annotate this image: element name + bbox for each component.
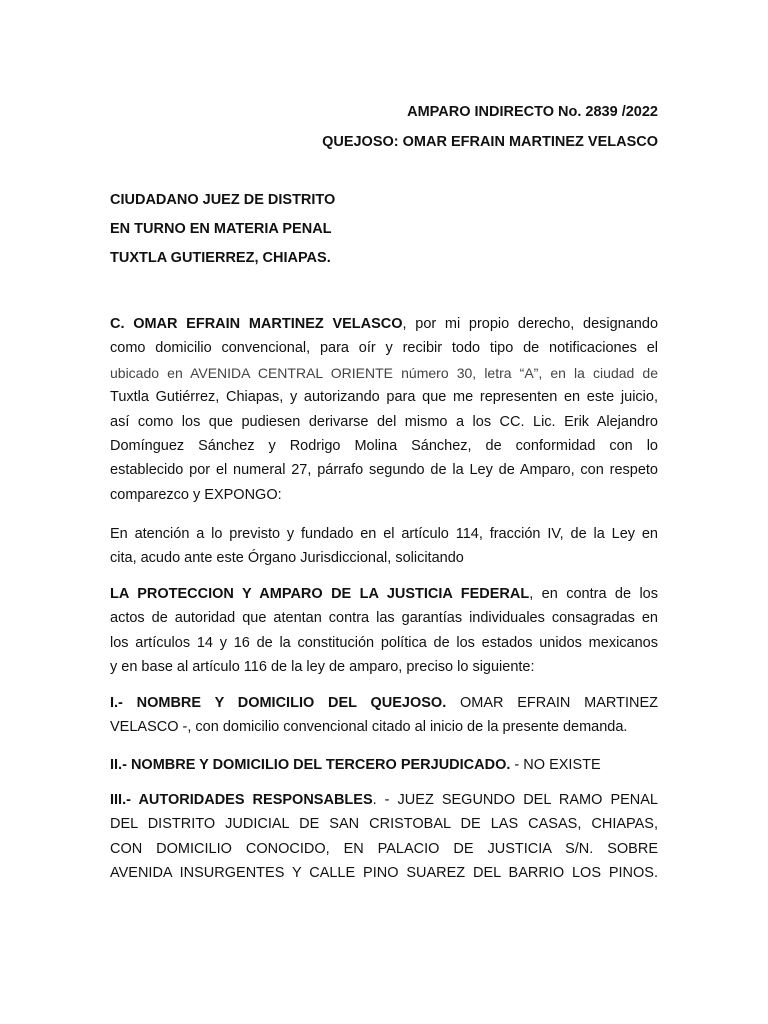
intro-paragraph bbox=[110, 312, 658, 507]
intro-line-1: , por mi propio derecho, designando bbox=[402, 316, 659, 332]
section-1-line-1: OMAR EFRAIN MARTINEZ bbox=[446, 695, 658, 711]
attention-paragraph bbox=[110, 522, 658, 571]
intro-line-3: ubicado en AVENIDA CENTRAL ORIENTE número 30, letra “A”, en la ciudad de bbox=[110, 364, 658, 381]
case-number: AMPARO INDIRECTO No. 2839 /2022 bbox=[407, 104, 658, 120]
intro-line-8: comparezco y EXPONGO: bbox=[110, 486, 282, 503]
intro-line-6: Domínguez Sánchez y Rodrigo Molina Sánchez, de conformidad con lo bbox=[110, 438, 658, 455]
section-2-heading: II.- NOMBRE Y DOMICILIO DEL TERCERO PERJUDICADO. bbox=[110, 757, 511, 773]
section-2-paragraph bbox=[110, 753, 658, 777]
section-1-line-2: VELASCO -, con domicilio convencional citado al inicio de la presente demanda. bbox=[110, 719, 628, 736]
intro-name: C. OMAR EFRAIN MARTINEZ VELASCO bbox=[110, 316, 403, 332]
section-1-heading: I.- NOMBRE Y DOMICILIO DEL QUEJOSO. bbox=[110, 695, 447, 711]
attention-line-2: cita, acudo ante este Órgano Jurisdiccional, solicitando bbox=[110, 550, 464, 567]
protection-heading: LA PROTECCION Y AMPARO DE LA JUSTICIA FEDERAL bbox=[110, 586, 530, 602]
section-3-line-4: AVENIDA INSURGENTES Y CALLE PINO SUAREZ DEL BARRIO LOS PINOS. bbox=[110, 865, 658, 882]
protection-line-3: los artículos 14 y 16 de la constitución política de los estados unidos mexicanos bbox=[110, 634, 658, 651]
protection-line-4: y en base al artículo 116 de la ley de amparo, preciso lo siguiente: bbox=[110, 659, 535, 676]
section-2-rest: - NO EXISTE bbox=[510, 757, 601, 773]
section-3-paragraph bbox=[110, 788, 658, 886]
protection-paragraph bbox=[110, 582, 658, 680]
section-3-line-1: . - JUEZ SEGUNDO DEL RAMO PENAL bbox=[372, 792, 658, 808]
section-3-line-3: CON DOMICILIO CONOCIDO, EN PALACIO DE JUSTICIA S/N. SOBRE bbox=[110, 840, 658, 857]
addressee-line-1: CIUDADANO JUEZ DE DISTRITO bbox=[110, 192, 336, 208]
section-1-paragraph bbox=[110, 691, 658, 740]
intro-line-2: como domicilio convencional, para oír y recibir todo tipo de notificaciones el bbox=[110, 340, 658, 357]
section-3-line-2: DEL DISTRITO JUDICIAL DE SAN CRISTOBAL DE LAS CASAS, CHIAPAS, bbox=[110, 816, 658, 833]
document-page bbox=[110, 0, 658, 1024]
protection-line-1: , en contra de los bbox=[529, 586, 658, 602]
plaintiff-line: QUEJOSO: OMAR EFRAIN MARTINEZ VELASCO bbox=[322, 134, 658, 150]
addressee-line-3: TUXTLA GUTIERREZ, CHIAPAS. bbox=[110, 250, 331, 266]
section-3-heading: III.- AUTORIDADES RESPONSABLES bbox=[110, 792, 373, 808]
intro-line-5: así como los que pudiesen derivarse del mismo a los CC. Lic. Erik Alejandro bbox=[110, 413, 658, 430]
intro-line-7: establecido por el numeral 27, párrafo segundo de la Ley de Amparo, con respeto bbox=[110, 462, 658, 479]
attention-line-1: En atención a lo previsto y fundado en el artículo 114, fracción IV, de la Ley en bbox=[110, 526, 658, 542]
protection-line-2: actos de autoridad que atentan contra las garantías individuales consagradas en bbox=[110, 610, 658, 627]
intro-line-4: Tuxtla Gutiérrez, Chiapas, y autorizando para que me representen en este juicio, bbox=[110, 389, 658, 406]
addressee-line-2: EN TURNO EN MATERIA PENAL bbox=[110, 221, 332, 237]
